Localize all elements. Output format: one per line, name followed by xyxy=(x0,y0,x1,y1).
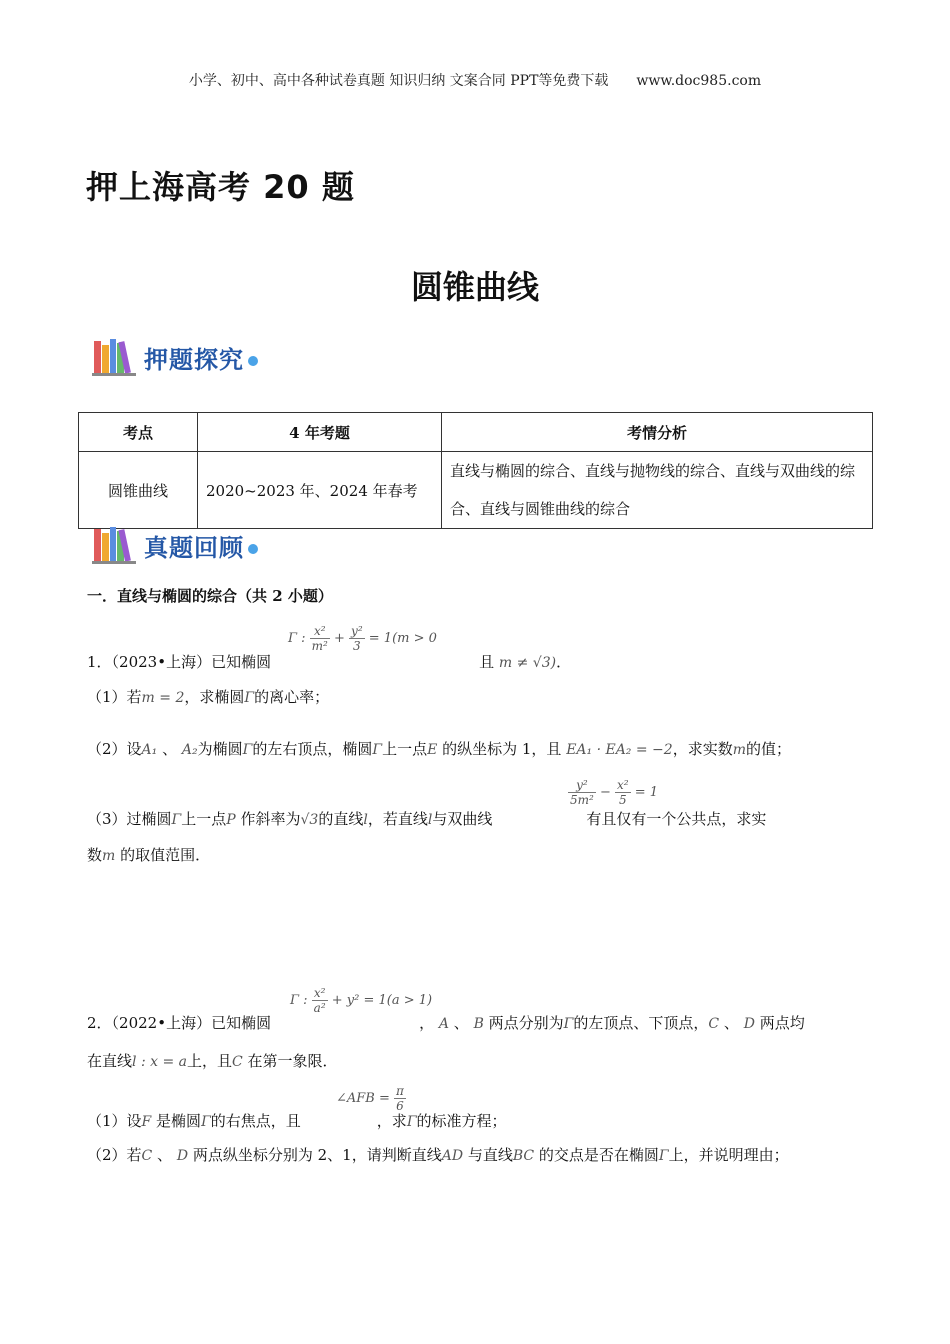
table-header-row xyxy=(79,413,873,452)
q1-cond: m ≠ √3) xyxy=(498,655,557,671)
text: 两点分别为 xyxy=(488,1014,564,1032)
text: 的值； xyxy=(746,740,792,758)
q2-formula: Γ : $\frac{\text{x²}}{\text{a²}}$ + y² = 1(a > 1) xyxy=(290,986,433,1015)
text: 、 xyxy=(723,1014,739,1032)
math: √3 xyxy=(300,812,319,828)
books-icon xyxy=(92,525,140,565)
text: 上，并说明理由； xyxy=(668,1146,789,1164)
q1-part3-cont xyxy=(87,844,210,865)
text: （1）设 xyxy=(87,1112,142,1130)
text: 上一点 xyxy=(382,740,428,758)
q2-stem xyxy=(87,1012,805,1033)
math: m xyxy=(732,742,746,758)
q2-line2 xyxy=(87,1050,338,1071)
math: D xyxy=(743,1016,755,1032)
table-header: 4 年考题 xyxy=(198,413,442,452)
math: l : x = a xyxy=(132,1054,187,1070)
math: EA₁ · EA₂ = −2 xyxy=(566,742,673,758)
dot-icon xyxy=(248,356,258,366)
math: P xyxy=(226,812,236,828)
math: m xyxy=(102,848,116,864)
text: 、 xyxy=(162,740,178,758)
table-row xyxy=(79,452,873,529)
text: （2）若 xyxy=(87,1146,142,1164)
text: 的交点是否在椭圆 xyxy=(538,1146,659,1164)
math: l xyxy=(427,812,433,828)
text: 是椭圆 xyxy=(156,1112,202,1130)
math: C xyxy=(708,1016,720,1032)
math: A xyxy=(438,1016,449,1032)
text: ，求实数 xyxy=(672,740,733,758)
text: 与直线 xyxy=(467,1146,513,1164)
text: 的直线 xyxy=(318,810,364,828)
dot-icon xyxy=(248,544,258,554)
q1-stem: 1．（2023•上海）已知椭圆 且 m ≠ √3)． xyxy=(87,653,572,671)
q1-hyperbola: $\frac{\text{y²}}{\text{5m²}}$ − $\frac{\text{x²}}{5}$ = 1 xyxy=(570,778,659,807)
math: Γ xyxy=(372,742,383,758)
table-header: 考情分析 xyxy=(442,413,873,452)
text: ，求 xyxy=(376,1112,407,1130)
q2-part1 xyxy=(87,1110,507,1131)
header-site[interactable]: www.doc985.com xyxy=(636,73,762,89)
text: 有且仅有一个公共点，求实 xyxy=(586,810,767,828)
math: m = 2 xyxy=(141,690,185,706)
math: E xyxy=(427,742,438,758)
text: 两点均 xyxy=(759,1014,805,1032)
badge-label: 押题探究 xyxy=(144,345,244,374)
q1-formula: Γ : $\frac{\text{x²}}{\text{m²}}$ + $\frac{\text{y²}}{3}$ = 1(m > 0 xyxy=(288,624,437,653)
math: Γ xyxy=(563,1016,574,1032)
q1-part3 xyxy=(87,808,766,829)
math: Γ xyxy=(201,1114,211,1130)
math: Γ xyxy=(658,1148,669,1164)
math: A₁ xyxy=(141,742,158,758)
text: 为椭圆 xyxy=(197,740,243,758)
q1-part2 xyxy=(87,738,791,759)
text: 作斜率为 xyxy=(240,810,301,828)
text: 的标准方程； xyxy=(416,1112,507,1130)
text: 2．（2022•上海）已知椭圆 xyxy=(87,1014,272,1032)
table-header: 考点 xyxy=(79,413,198,452)
math: C xyxy=(232,1054,243,1070)
text: （3）过椭圆 xyxy=(87,810,172,828)
section-heading: 一．直线与椭圆的综合（共 2 小题） xyxy=(87,587,333,605)
text: 上，且 xyxy=(186,1052,232,1070)
math: l xyxy=(363,812,368,828)
text: ，求椭圆 xyxy=(184,688,245,706)
math: Γ xyxy=(406,1114,417,1130)
text: 的左顶点、下顶点， xyxy=(573,1014,709,1032)
math: Γ xyxy=(242,742,253,758)
table-cell: 直线与椭圆的综合、直线与抛物线的综合、直线与双曲线的综合、直线与圆锥曲线的综合 xyxy=(442,452,873,529)
badge-label: 真题回顾 xyxy=(144,533,244,562)
text: 数 xyxy=(87,846,103,864)
section-badge-explore xyxy=(92,337,258,377)
q2-angle: ∠AFB = $\frac{\pi}{6}$ xyxy=(336,1084,404,1113)
text: 的右焦点，且 xyxy=(210,1112,301,1130)
books-icon xyxy=(92,337,140,377)
text: （2）设 xyxy=(87,740,142,758)
text: （1）若 xyxy=(87,688,142,706)
text: 上一点 xyxy=(181,810,227,828)
math: Γ xyxy=(244,690,255,706)
math: B xyxy=(473,1016,484,1032)
text: 、 xyxy=(453,1014,469,1032)
math: Γ xyxy=(171,812,182,828)
text: 的左右顶点，椭圆 xyxy=(252,740,373,758)
doc-title: 押上海高考 20 题 xyxy=(86,168,355,206)
math: AD xyxy=(441,1148,464,1164)
math: BC xyxy=(512,1148,535,1164)
table-cell: 圆锥曲线 xyxy=(79,452,198,529)
text: 两点纵坐标分别为 2、1，请判断直线 xyxy=(192,1146,442,1164)
header-text: 小学、初中、高中各种试卷真题 知识归纳 文案合同 PPT等免费下载 xyxy=(188,73,609,89)
exam-table xyxy=(78,412,873,529)
doc-subtitle: 圆锥曲线 xyxy=(410,268,539,306)
text: 在直线 xyxy=(87,1052,133,1070)
text: 的取值范围． xyxy=(120,846,211,864)
q2-part2 xyxy=(87,1144,789,1165)
text: 的纵坐标为 1，且 xyxy=(442,740,562,758)
q1-part1 xyxy=(87,686,329,707)
math: D xyxy=(176,1148,189,1164)
text: 的离心率； xyxy=(254,688,330,706)
page-header xyxy=(0,70,950,90)
text: 在第一象限． xyxy=(247,1052,338,1070)
math: A₂ xyxy=(181,742,198,758)
section-badge-review xyxy=(92,525,258,565)
text: ， xyxy=(419,1014,435,1032)
q1-text: 1．（2023•上海）已知椭圆 xyxy=(87,653,272,671)
table-cell: 2020~2023 年、2024 年春考 xyxy=(198,452,442,529)
text: 、 xyxy=(157,1146,173,1164)
math: F xyxy=(141,1114,152,1130)
text: 与双曲线 xyxy=(432,810,493,828)
q1-text: 且 xyxy=(479,653,495,671)
math: C xyxy=(141,1148,153,1164)
text: ，若直线 xyxy=(367,810,428,828)
